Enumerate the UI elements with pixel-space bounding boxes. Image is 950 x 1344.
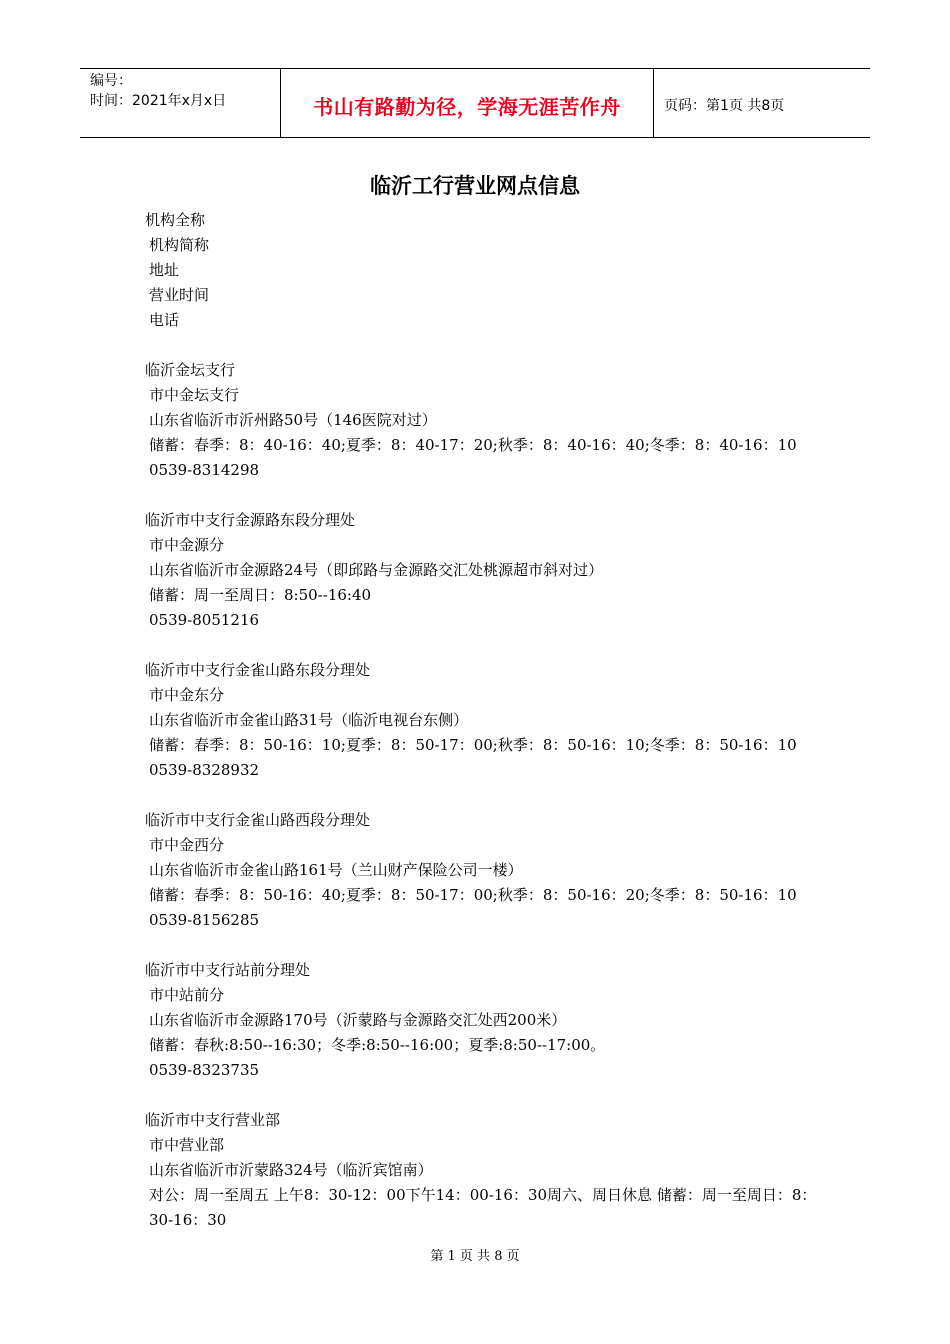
branch-short-name: 市中站前分 (149, 986, 225, 1004)
branch-full-name: 临沂市中支行金雀山路西段分理处 (145, 811, 371, 829)
branch-short-name: 市中金西分 (149, 836, 225, 854)
branch-short-name: 市中金源分 (149, 536, 225, 554)
number-label: 编号： (90, 73, 132, 89)
branch-short-name: 市中金坛支行 (149, 386, 240, 404)
page-footer: 第 1 页 共 8 页 (430, 1249, 520, 1264)
branch-hours: 储蓄：春季：8：50-16：10;夏季：8：50-17：00;秋季：8：50-16：10;冬季：8：50-16：10 (149, 736, 797, 754)
branch-full-name: 临沂市中支行金源路东段分理处 (145, 511, 356, 529)
branch-hours: 储蓄：春季：8：40-16：40;夏季：8：40-17：20;秋季：8：40-16：40;冬季：8：40-16：10 (149, 436, 797, 454)
branch-address: 山东省临沂市沂蒙路324号（临沂宾馆南） (149, 1161, 433, 1179)
branch-entry (145, 358, 825, 483)
branch-address: 山东省临沂市金源路24号（即邱路与金源路交汇处桃源超市斜对过） (149, 561, 604, 579)
field-label: 营业时间 (149, 286, 210, 304)
branch-address: 山东省临沂市金雀山路161号（兰山财产保险公司一楼） (149, 861, 523, 879)
field-label: 电话 (149, 311, 180, 329)
branch-full-name: 临沂市中支行站前分理处 (145, 961, 311, 979)
branch-hours: 对公：周一至周五 上午8：30-12：00下午14：00-16：30周六、周日休息 储蓄：周一至周日：8：30-16：30 (149, 1186, 817, 1229)
field-label: 机构全称 (145, 211, 206, 229)
header-meta (80, 69, 281, 137)
branch-entry (145, 808, 825, 933)
field-label: 地址 (149, 261, 180, 279)
branch-phone: 0539-8051216 (149, 611, 260, 629)
document-body (145, 208, 825, 1233)
branch-phone: 0539-8314298 (149, 461, 260, 479)
branch-entry (145, 658, 825, 783)
time-label: 时间：2021年x月x日 (90, 93, 227, 109)
branch-phone: 0539-8328932 (149, 761, 260, 779)
branch-hours: 储蓄：春季：8：50-16：40;夏季：8：50-17：00;秋季：8：50-16：20;冬季：8：50-16：10 (149, 886, 797, 904)
header-page-cell (654, 69, 870, 137)
branch-entry (145, 958, 825, 1083)
field-label: 机构简称 (149, 236, 210, 254)
branch-address: 山东省临沂市金雀山路31号（临沂电视台东侧） (149, 711, 469, 729)
document-title: 临沂工行营业网点信息 (370, 174, 580, 198)
branch-short-name: 市中金东分 (149, 686, 225, 704)
branch-hours: 储蓄：春秋:8:50--16:30；冬季:8:50--16:00；夏季:8:50--17:00。 (149, 1036, 606, 1054)
branch-address: 山东省临沂市沂州路50号（146医院对过） (149, 411, 437, 429)
document-header (80, 68, 870, 138)
branch-entry (145, 1108, 825, 1233)
branch-phone: 0539-8156285 (149, 911, 260, 929)
branch-full-name: 临沂金坛支行 (145, 361, 236, 379)
branch-entry (145, 508, 825, 633)
field-legend (145, 208, 825, 333)
branch-full-name: 临沂市中支行金雀山路东段分理处 (145, 661, 371, 679)
header-motto-cell (281, 69, 654, 137)
branch-full-name: 临沂市中支行营业部 (145, 1111, 281, 1129)
page-label: 页码：第1页 共8页 (664, 98, 785, 114)
motto-text: 书山有路勤为径，学海无涯苦作舟 (313, 94, 621, 119)
branch-hours: 储蓄：周一至周日：8:50--16:40 (149, 586, 372, 604)
branch-address: 山东省临沂市金源路170号（沂蒙路与金源路交汇处西200米） (149, 1011, 567, 1029)
branch-short-name: 市中营业部 (149, 1136, 225, 1154)
branch-phone: 0539-8323735 (149, 1061, 260, 1079)
